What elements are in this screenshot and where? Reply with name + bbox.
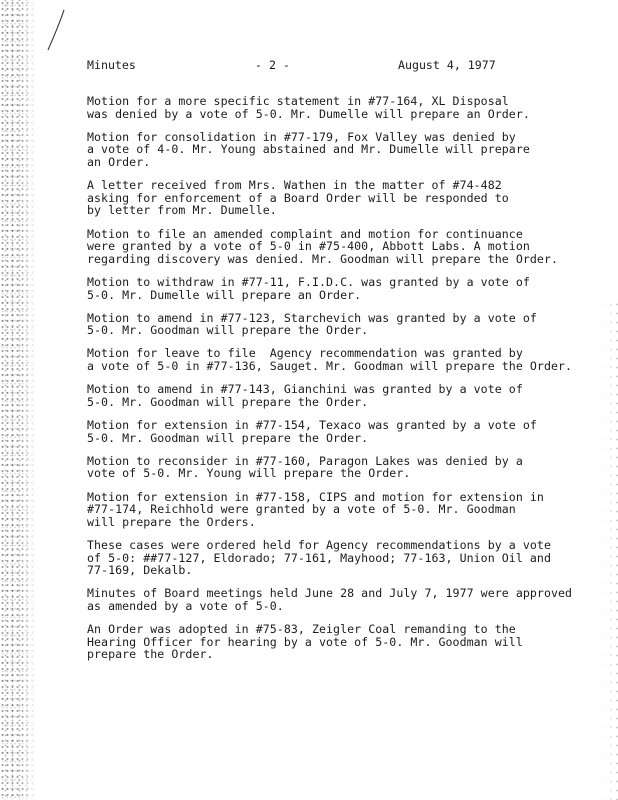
page-number: - 2 - [255, 58, 290, 72]
pen-mark-icon [40, 6, 80, 56]
header-left: Minutes [87, 58, 136, 72]
page-header [87, 57, 507, 73]
paragraph-5: Motion to withdraw in #77-11, F.I.D.C. was granted by a vote of 5-0. Mr. Dumelle will prepare an Order. [87, 274, 530, 302]
paragraph-11: Motion for extension in #77-158, CIPS and motion for extension in #77-174, Reichhold were granted by a vote of 5-0. Mr. Goodman will prepare the Orders. [87, 489, 544, 529]
paragraph-4: Motion to file an amended complaint and motion for continuance were granted by a vote of 5-0 in #75-400, Abbott Labs. A motion regarding discovery was denied. Mr. Goodman will prepare the Order. [87, 226, 559, 266]
paragraph-8: Motion to amend in #77-143, Gianchini was granted by a vote of 5-0. Mr. Goodman will prepare the Order. [87, 382, 523, 409]
scan-noise-left [0, 0, 36, 800]
minutes-body [87, 95, 597, 672]
paragraph-14: An Order was adopted in #75-83, Zeigler Coal remanding to the Hearing Officer for hearing by a vote of 5-0. Mr. Goodman will prepare the Order. [87, 622, 523, 662]
paragraph-10: Motion to reconsider in #77-160, Paragon Lakes was denied by a vote of 5-0. Mr. Young will prepare the Order. [87, 453, 523, 481]
paragraph-12: These cases were ordered held for Agency recommendations by a vote of 5-0: ##77-127, Eldorado; 77-161, Mayhood; 77-163, Union Oil and 77-169, Dekalb. [87, 537, 551, 578]
paragraph-6: Motion to amend in #77-123, Starchevich was granted by a vote of 5-0. Mr. Goodman will prepare the Order. [87, 310, 537, 338]
paragraph-7: Motion for leave to file Agency recommendation was granted by a vote of 5-0 in #77-136, Sauget. Mr. Goodman will prepare the Order. [87, 346, 573, 374]
paragraph-1: Motion for a more specific statement in #77-164, XL Disposal was denied by a vote of 5-0. Mr. Dumelle will prepare an Order. [87, 94, 530, 121]
paragraph-2: Motion for consolidation in #77-179, Fox Valley was denied by a vote of 4-0. Mr. Young abstained and Mr. Dumelle will prepare an Order. [87, 129, 530, 169]
paragraph-13: Minutes of Board meetings held June 28 and July 7, 1977 were approved as amended by a vote of 5-0. [87, 586, 573, 613]
scan-noise-right [602, 300, 618, 800]
paragraph-9: Motion for extension in #77-154, Texaco was granted by a vote of 5-0. Mr. Goodman will prepare the Order. [87, 418, 537, 445]
paragraph-3: A letter received from Mrs. Wathen in the matter of #74-482 asking for enforcement of a Board Order will be responded to by letter from Mr. Dumelle. [87, 178, 509, 218]
header-date: August 4, 1977 [398, 58, 496, 72]
